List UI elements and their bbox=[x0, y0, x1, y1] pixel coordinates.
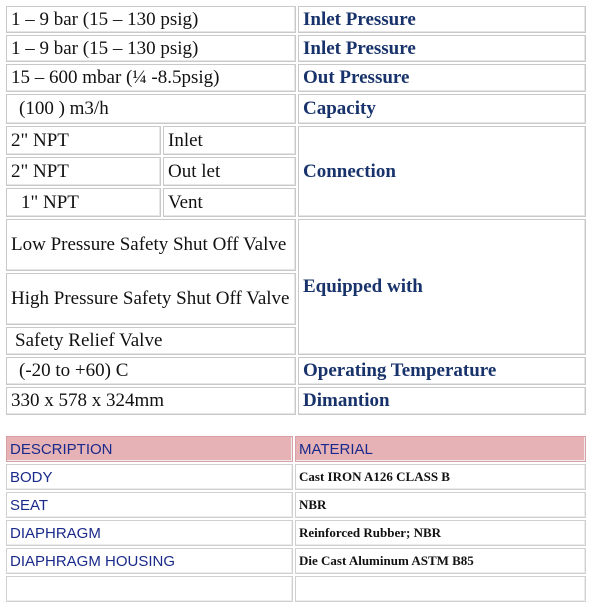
connection-size: 2" NPT bbox=[6, 126, 161, 155]
part-description: SEAT bbox=[6, 492, 293, 518]
spec-row-dimension bbox=[6, 387, 586, 415]
spec-row-temperature bbox=[6, 357, 586, 385]
table-row bbox=[6, 520, 586, 546]
material-header: MATERIAL bbox=[295, 436, 586, 462]
description-header: DESCRIPTION bbox=[6, 436, 293, 462]
capacity-label: Capacity bbox=[298, 94, 586, 124]
part-material: Die Cast Aluminum ASTM B85 bbox=[295, 548, 586, 574]
spec-row-inlet-pressure-2 bbox=[6, 35, 586, 62]
part-description: BODY bbox=[6, 464, 293, 490]
part-description bbox=[6, 576, 293, 602]
materials-header-row bbox=[6, 436, 586, 462]
equipped-item: Low Pressure Safety Shut Off Valve bbox=[6, 219, 296, 271]
spec-row-out-pressure bbox=[6, 64, 586, 92]
equipped-item: Safety Relief Valve bbox=[6, 327, 296, 355]
temperature-label: Operating Temperature bbox=[298, 357, 586, 385]
part-material: Reinforced Rubber; NBR bbox=[295, 520, 586, 546]
spec-row-inlet-pressure-1 bbox=[6, 6, 586, 33]
part-description: DIAPHRAGM bbox=[6, 520, 293, 546]
equipped-row bbox=[6, 219, 586, 271]
connection-size: 1" NPT bbox=[6, 188, 161, 217]
table-row bbox=[6, 492, 586, 518]
part-material: Cast IRON A126 CLASS B bbox=[295, 464, 586, 490]
out-pressure-value: 15 – 600 mbar (¼ -8.5psig) bbox=[6, 64, 296, 92]
table-row bbox=[6, 576, 586, 602]
connection-port: Vent bbox=[163, 188, 296, 217]
connection-size: 2" NPT bbox=[6, 157, 161, 186]
equipped-label: Equipped with bbox=[298, 219, 586, 355]
part-description: DIAPHRAGM HOUSING bbox=[6, 548, 293, 574]
inlet-pressure-label: Inlet Pressure bbox=[298, 6, 586, 33]
connection-row bbox=[6, 126, 586, 155]
table-row bbox=[6, 464, 586, 490]
dimension-value: 330 x 578 x 324mm bbox=[6, 387, 296, 415]
equipped-item: High Pressure Safety Shut Off Valve bbox=[6, 273, 296, 325]
spec-table bbox=[4, 4, 588, 417]
part-material: NBR bbox=[295, 492, 586, 518]
capacity-value: (100 ) m3/h bbox=[6, 94, 296, 124]
dimension-label: Dimantion bbox=[298, 387, 586, 415]
connection-label: Connection bbox=[298, 126, 586, 217]
inlet-pressure-value: 1 – 9 bar (15 – 130 psig) bbox=[6, 6, 296, 33]
table-row bbox=[6, 548, 586, 574]
connection-port: Out let bbox=[163, 157, 296, 186]
materials-table bbox=[4, 434, 588, 604]
out-pressure-label: Out Pressure bbox=[298, 64, 586, 92]
inlet-pressure-value-2: 1 – 9 bar (15 – 130 psig) bbox=[6, 35, 296, 62]
connection-port: Inlet bbox=[163, 126, 296, 155]
part-material bbox=[295, 576, 586, 602]
inlet-pressure-label-2: Inlet Pressure bbox=[298, 35, 586, 62]
temperature-value: (-20 to +60) C bbox=[6, 357, 296, 385]
spec-row-capacity bbox=[6, 94, 586, 124]
